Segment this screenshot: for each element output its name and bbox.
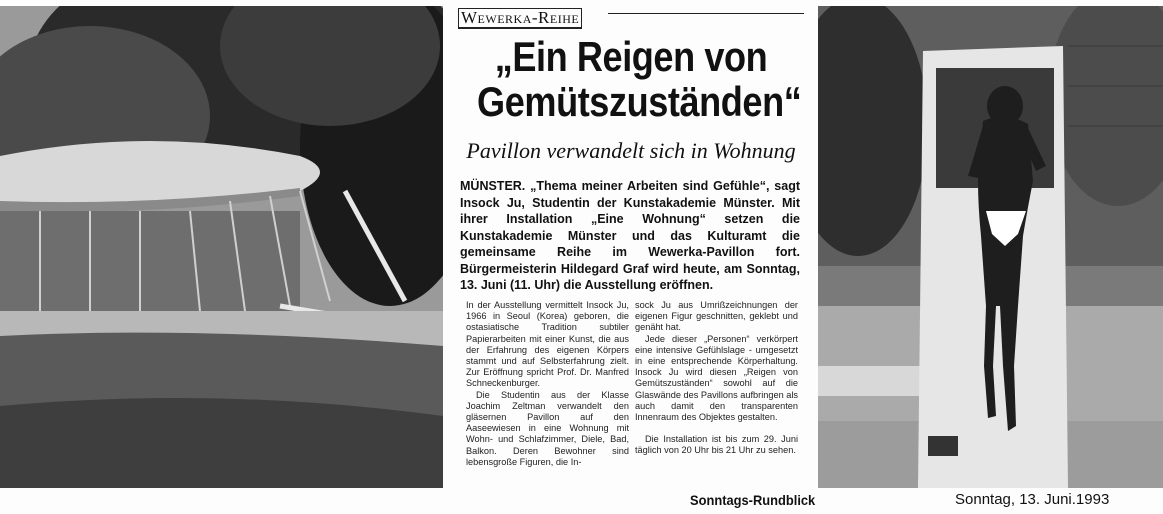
headline-line-1: „Ein Reigen von	[494, 33, 768, 80]
article	[452, 4, 810, 492]
figure-installation-photo	[818, 6, 1163, 488]
publication-name: Sonntags-Rundblick	[690, 492, 816, 508]
figure-illustration	[818, 6, 1163, 488]
lead-text: „Thema meiner Arbeiten sind Gefühle“, sagt Insock Ju, Studentin der Kunstakademie Münster. Mit ihrer Installation „Eine Wohnung“ setzen die Kunstakademie Münster und das Kulturamt die gemeinsame Reihe im Wewerka-Pavillon fort. Bürgermeisterin Hildegard Graf wird heute, am Sonntag, 13. Juni (11. Uhr) die Ausstellung eröffnen.	[460, 179, 800, 292]
body-column-2	[635, 300, 798, 457]
subheadline: Pavillon verwandelt sich in Wohnung	[466, 138, 796, 163]
kicker-rule	[608, 13, 804, 14]
pavilion-photo	[0, 6, 443, 488]
dateline: MÜNSTER.	[460, 179, 526, 193]
lead-paragraph	[460, 178, 800, 294]
publication-date: Sonntag, 13. Juni.1993	[955, 491, 1110, 508]
body-column-1	[466, 300, 629, 468]
body-paragraph: In der Ausstellung vermittelt Insock Ju, 1966 in Seoul (Korea) geboren, die ostasiatische Tradition subtiler Papierarbeiten mit einer Kunst, die aus der Erfahrung des eigenen Körpers stammt und auf Selbsterfahrung zielt. Zur Eröffnung spricht Prof. Dr. Manfred Schneckenburger.	[466, 300, 629, 389]
series-kicker: Wewerka-Reihe	[458, 8, 582, 29]
body-paragraph: sock Ju aus Umrißzeichnungen der eigenen Figur geschnitten, geklebt und genäht hat.	[635, 300, 798, 333]
body-paragraph: Die Studentin aus der Klasse Joachim Zeltman verwandelt den gläsernen Pavillon auf den Aaseewiesen in eine Wohnung mit Wohn- und Schlafzimmer, Diele, Bad, Balkon. Deren Bewohner sind lebensgroße Figuren, die In-	[466, 389, 629, 467]
body-paragraph: Jede dieser „Personen“ verkörpert eine intensive Gefühlslage - umgesetzt in eine entsprechende Körperhaltung. Insock Ju wird diesen „Reigen von Gemütszuständen“ sowohl auf die Glaswände des Pavillons aufbringen als auch damit den transparenten Innenraum des Objektes gestalten.	[635, 333, 798, 423]
headline-line-2: Gemütszuständen“	[477, 78, 802, 125]
body-paragraph: Die Installation ist bis zum 29. Juni täglich von 20 Uhr bis 21 Uhr zu sehen.	[635, 434, 798, 456]
headline	[477, 33, 802, 125]
pavilion-illustration	[0, 6, 443, 488]
